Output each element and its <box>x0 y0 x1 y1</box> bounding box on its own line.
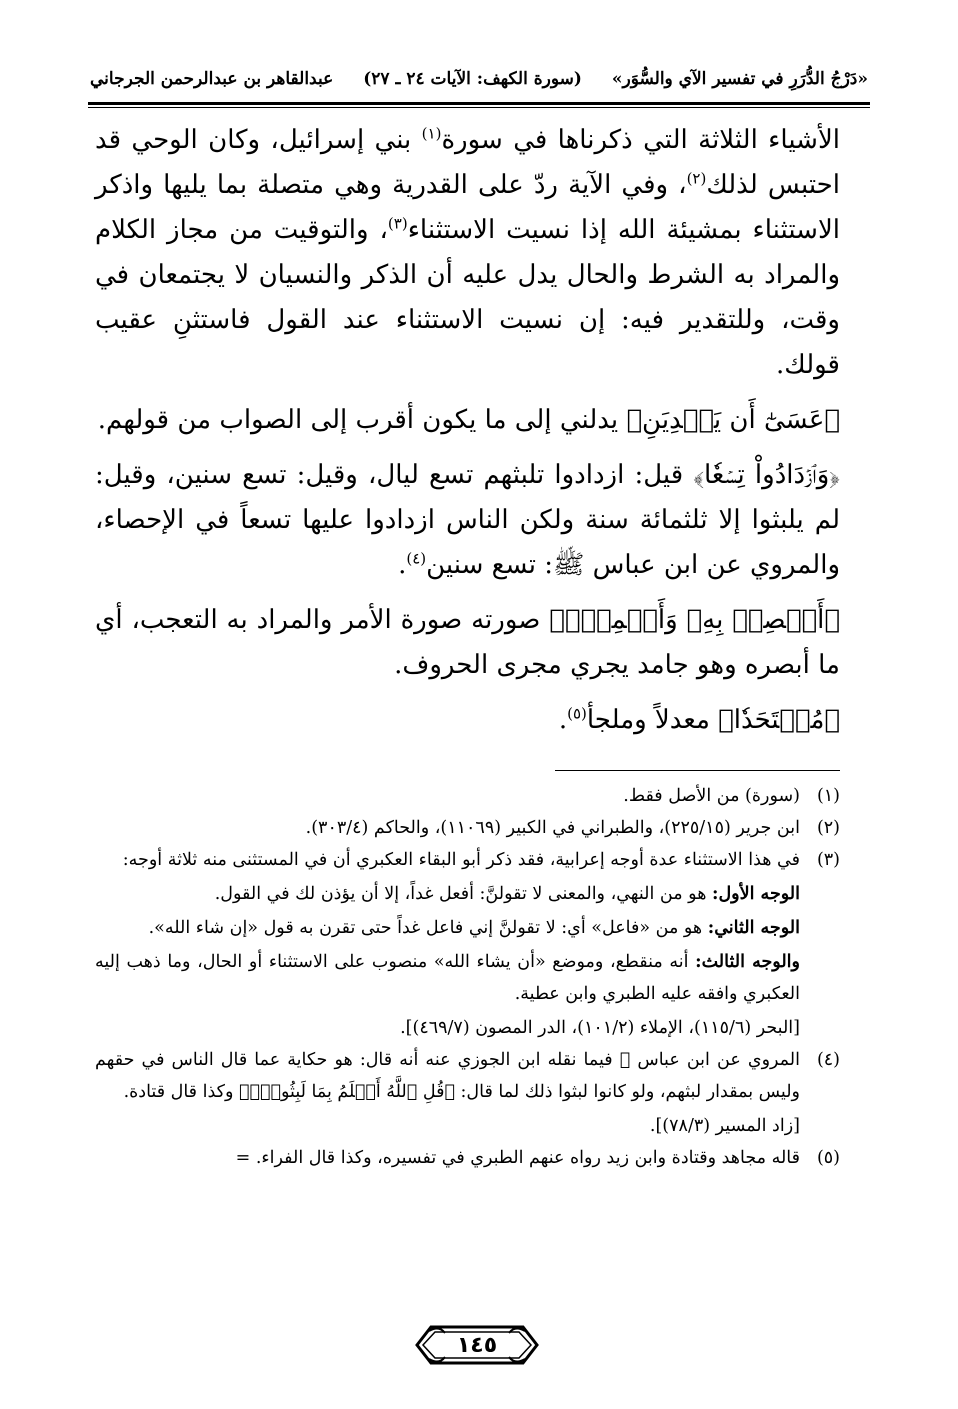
footnote-text: في هذا الاستثناء عدة أوجه إعرابية، فقد ذكر أبو البقاء العكبري أن في المستثنى منه ثلاثة أوجه: <box>122 850 800 870</box>
header-rule-thick <box>88 102 870 105</box>
paragraph-4 <box>95 598 840 688</box>
aspect-label: الوجه الثاني: <box>707 918 800 938</box>
footnote-ref-2[interactable]: (٢) <box>686 169 707 188</box>
paragraph-5 <box>95 698 840 743</box>
footnote-text: ابن جرير (٢٢٥/١٥)، والطبراني في الكبير (١١٠٦٩)، والحاكم (٣٠٣/٤). <box>305 818 800 838</box>
quran-verse: ﴿أَبۡصِرۡ بِهِۦ وَأَسۡمِعۡۚ﴾ <box>549 605 840 635</box>
footnote-number: (٣) <box>816 850 840 870</box>
footnote-separator <box>555 770 840 771</box>
footnote-5 <box>95 1142 840 1174</box>
footnote-text: (سورة) من الأصل فقط. <box>623 786 800 806</box>
footnotes <box>95 780 840 1174</box>
page-number: ١٤٥ <box>456 1332 498 1358</box>
quran-verse: ﴿عَسَىٰٓ أَن يَهۡدِيَنِ﴾ <box>626 405 840 435</box>
p2-text: يدلني إلى ما يكون أقرب إلى الصواب من قولهم. <box>97 405 627 435</box>
p1-text-b: بني إسرائيل، وكان الوحي قد احتبس لذلك <box>95 125 840 200</box>
footnote-ref-1[interactable]: (١) <box>421 124 442 143</box>
header-rule-thin <box>88 107 870 108</box>
aspect-text: أنه منقطع، وموضع «أن يشاء الله» منصوب على الاستثناء أو الحال، وما ذهب إليه العكبري وافقه عليه الطبري وابن عطية. <box>95 952 800 1004</box>
p3-end: . <box>398 550 407 580</box>
footnote-3-aspect-3 <box>95 946 800 1010</box>
footnote-4-references: [زاد المسير (٧٨/٣)]. <box>649 1116 800 1136</box>
footnote-3 <box>95 844 840 876</box>
footnote-3-aspect-1 <box>95 878 800 910</box>
p1-text-d: ، والتوقيت من مجاز الكلام والمراد به الشرط والحال يدل عليه أن الذكر والنسيان لا يجتمعان في وقت، وللتقدير فيه: إن نسيت الاستثناء عند القول فاستثنِ عقيب قولك. <box>95 215 840 380</box>
footnote-text: المروي عن ابن عباس ﷺ فيما نقله ابن الجوزي عنه أنه قال: هو حكاية عما قال الناس في حقهم وليس بمقدار لبثهم، ولو كانوا لبثوا ذلك لما قال: ﴿قُلِ ٱللَّهُ أَعۡلَمُ بِمَا لَبِثُواْۖ﴾ وكذا قال قتادة. <box>95 1050 800 1102</box>
aspect-text: هو من «فاعل» أي: لا تقولنَّ إني فاعل غداً حتى تقرن به قول «إن شاء الله». <box>148 918 708 938</box>
footnote-2 <box>95 812 840 844</box>
p5-text: معدلاً وملجأ <box>586 705 719 735</box>
p4-text: صورته صورة الأمر والمراد به التعجب، أي ما أبصره وهو جامد يجري مجرى الحروف. <box>95 605 840 680</box>
aspect-label: والوجه الثالث: <box>695 952 800 972</box>
footnote-ref-3[interactable]: (٣) <box>387 214 408 233</box>
footnote-3-aspect-2 <box>95 912 800 944</box>
footnote-number: (٢) <box>816 818 840 838</box>
quran-verse: ﴿مُلۡتَحَدٗا﴾ <box>718 705 840 735</box>
quran-verse: ﴿وَٱزۡدَادُواْ تِسۡعٗا﴾ <box>693 460 840 490</box>
footnote-number: (٤) <box>816 1050 840 1070</box>
book-title: «دَرْجُ الدُّرَرِ في تفسير الآي والسُّوَر» <box>611 69 868 89</box>
aspect-text: هو من النهي، والمعنى لا تقولنَّ: أفعل غداً، إلا أن يؤذن لك في القول. <box>214 884 712 904</box>
p1-text-c: ، وفي الآية ردّ على القدرية وهي متصلة بما يليها واذكر الاستثناء بمشيئة الله إذا نسيت الاستثناء <box>95 170 841 245</box>
footnote-4 <box>95 1044 840 1108</box>
footnote-number: (١) <box>816 786 840 806</box>
paragraph-1 <box>95 118 840 388</box>
author-name: عبدالقاهر بن عبدالرحمن الجرجاني <box>90 69 334 89</box>
footnote-ref-5[interactable]: (٥) <box>567 704 587 723</box>
paragraph-3 <box>95 453 840 588</box>
aspect-label: الوجه الأول: <box>712 884 800 904</box>
footnote-3-references: [البحر (١١٥/٦)، الإملاء (١٠١/٢)، الدر المصون (٤٦٩/٧)]. <box>400 1018 800 1038</box>
footnote-text: قاله مجاهد وقتادة وابن زيد رواه عنهم الطبري في تفسيره، وكذا قال الفراء. = <box>235 1148 800 1168</box>
footnote-number: (٥) <box>816 1148 840 1168</box>
p1-text-a: الأشياء الثلاثة التي ذكرناها في سورة <box>441 125 840 155</box>
running-header <box>90 62 868 96</box>
p3-text: قيل: ازدادوا تلبثهم تسع ليال، وقيل: تسع سنين، وقيل: لم يلبثوا إلا ثلثمائة سنة ولكن الناس ازدادوا عليها تسعاً في الإحصاء، والمروي عن ابن عباس ﷺ: تسع سنين <box>95 460 840 580</box>
surah-info: (سورة الكهف: الآيات ٢٤ ـ ٢٧) <box>363 69 582 89</box>
paragraph-2 <box>95 398 840 443</box>
footnote-1 <box>95 780 840 812</box>
footnote-ref-4[interactable]: (٤) <box>406 549 427 568</box>
p5-end: . <box>558 705 568 735</box>
main-text <box>95 118 840 753</box>
